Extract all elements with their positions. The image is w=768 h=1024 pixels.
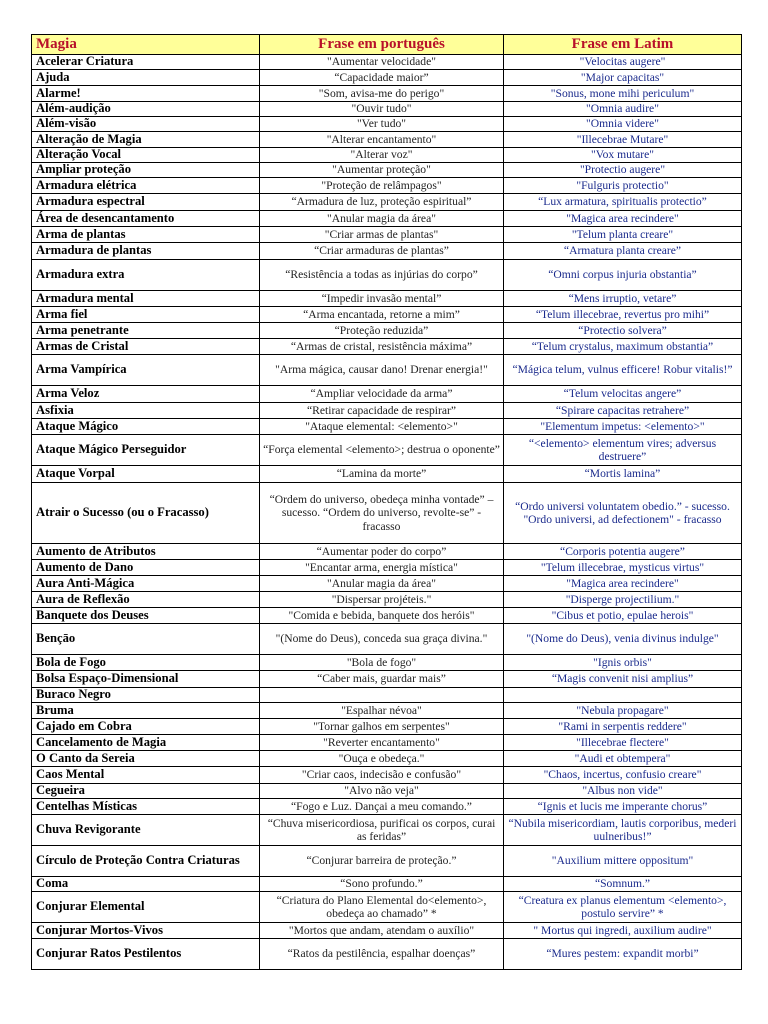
latin-phrase-cell: “Telum crystalus, maximum obstantia”	[504, 339, 742, 355]
portuguese-phrase-cell: "Som, avisa-me do perigo"	[260, 86, 504, 102]
portuguese-phrase-cell: “Conjurar barreira de proteção.”	[260, 846, 504, 877]
latin-phrase-cell: "Auxilium mittere oppositum"	[504, 846, 742, 877]
spell-name-cell: Banquete dos Deuses	[32, 608, 260, 624]
portuguese-phrase-cell: “Fogo e Luz. Dançai a meu comando.”	[260, 799, 504, 815]
table-row	[32, 163, 742, 178]
table-row	[32, 877, 742, 892]
portuguese-phrase-cell: “Ratos da pestilência, espalhar doenças”	[260, 939, 504, 970]
table-row	[32, 671, 742, 688]
latin-phrase-cell: “Nubila misericordiam, lautis corporibus, mederi uulneribus!”	[504, 815, 742, 846]
portuguese-phrase-cell: "Ouvir tudo"	[260, 102, 504, 117]
table-row	[32, 892, 742, 923]
spell-name-cell: Asfixia	[32, 403, 260, 419]
table-row	[32, 608, 742, 624]
portuguese-phrase-cell: "Alterar encantamento"	[260, 132, 504, 148]
latin-phrase-cell: “Lux armatura, spiritualis protectio”	[504, 194, 742, 211]
portuguese-phrase-cell: "Bola de fogo"	[260, 655, 504, 671]
portuguese-phrase-cell: "Ataque elemental: <elemento>"	[260, 419, 504, 435]
spell-name-cell: Armadura elétrica	[32, 178, 260, 194]
portuguese-phrase-cell: “Criatura do Plano Elemental do<elemento>, obedeça ao chamado” *	[260, 892, 504, 923]
latin-phrase-cell: "(Nome do Deus), venia divinus indulge"	[504, 624, 742, 655]
portuguese-phrase-cell: "Aumentar velocidade"	[260, 55, 504, 70]
latin-phrase-cell: “Magis convenit nisi amplius”	[504, 671, 742, 688]
table-row	[32, 655, 742, 671]
latin-phrase-cell: “Somnum.”	[504, 877, 742, 892]
latin-phrase-cell: “Mortis lamina”	[504, 466, 742, 483]
portuguese-phrase-cell: "(Nome do Deus), conceda sua graça divina."	[260, 624, 504, 655]
spell-name-cell: Buraco Negro	[32, 688, 260, 703]
table-row	[32, 719, 742, 735]
table-row	[32, 784, 742, 799]
portuguese-phrase-cell: “Capacidade maior”	[260, 70, 504, 86]
spell-name-cell: Área de desencantamento	[32, 211, 260, 227]
latin-phrase-cell: "Chaos, incertus, confusio creare"	[504, 767, 742, 784]
portuguese-phrase-cell: "Tornar galhos em serpentes"	[260, 719, 504, 735]
table-row	[32, 211, 742, 227]
spell-name-cell: Cajado em Cobra	[32, 719, 260, 735]
table-row	[32, 592, 742, 608]
table-row	[32, 339, 742, 355]
table-row	[32, 466, 742, 483]
portuguese-phrase-cell: "Mortos que andam, atendam o auxílio"	[260, 923, 504, 939]
portuguese-phrase-cell: "Anular magia da área"	[260, 211, 504, 227]
spell-name-cell: Coma	[32, 877, 260, 892]
latin-phrase-cell: "Ignis orbis"	[504, 655, 742, 671]
portuguese-phrase-cell	[260, 688, 504, 703]
portuguese-phrase-cell: "Criar armas de plantas"	[260, 227, 504, 243]
spell-name-cell: Armadura mental	[32, 291, 260, 307]
table-row	[32, 243, 742, 260]
latin-phrase-cell: “Creatura ex planus elementum <elemento>, postulo servire” *	[504, 892, 742, 923]
spell-name-cell: Cancelamento de Magia	[32, 735, 260, 751]
spell-name-cell: Arma fiel	[32, 307, 260, 323]
spell-name-cell: Arma Vampírica	[32, 355, 260, 386]
spell-name-cell: Alarme!	[32, 86, 260, 102]
latin-phrase-cell: “Ordo universi voluntatem obedio.” - sucesso. "Ordo universi, ad defectionem" - fracasso	[504, 483, 742, 544]
table-row	[32, 576, 742, 592]
latin-phrase-cell: “Corporis potentia augere”	[504, 544, 742, 560]
spell-name-cell: Ajuda	[32, 70, 260, 86]
spell-name-cell: Armadura extra	[32, 260, 260, 291]
portuguese-phrase-cell: “Resistência a todas as injúrias do corpo”	[260, 260, 504, 291]
table-row	[32, 194, 742, 211]
table-row	[32, 560, 742, 576]
spell-name-cell: Aura Anti-Mágica	[32, 576, 260, 592]
portuguese-phrase-cell: “Proteção reduzida”	[260, 323, 504, 339]
latin-phrase-cell: " Mortus qui ingredi, auxilium audire"	[504, 923, 742, 939]
portuguese-phrase-cell: “Retirar capacidade de respirar”	[260, 403, 504, 419]
portuguese-phrase-cell: "Proteção de relâmpagos"	[260, 178, 504, 194]
spell-name-cell: Arma de plantas	[32, 227, 260, 243]
portuguese-phrase-cell: "Arma mágica, causar dano! Drenar energia!"	[260, 355, 504, 386]
header-portugues: Frase em português	[260, 35, 504, 55]
table-row	[32, 117, 742, 132]
spell-name-cell: Bençāo	[32, 624, 260, 655]
table-row	[32, 307, 742, 323]
portuguese-phrase-cell: “Caber mais, guardar mais”	[260, 671, 504, 688]
portuguese-phrase-cell: "Alvo não veja"	[260, 784, 504, 799]
spell-name-cell: Centelhas Místicas	[32, 799, 260, 815]
table-row	[32, 227, 742, 243]
latin-phrase-cell: “Omni corpus injuria obstantia”	[504, 260, 742, 291]
spell-name-cell: Aura de Reflexão	[32, 592, 260, 608]
latin-phrase-cell: "Telum illecebrae, mysticus virtus"	[504, 560, 742, 576]
spell-name-cell: Alteração Vocal	[32, 148, 260, 163]
table-row	[32, 55, 742, 70]
portuguese-phrase-cell: "Ver tudo"	[260, 117, 504, 132]
spell-name-cell: Chuva Revigorante	[32, 815, 260, 846]
portuguese-phrase-cell: “Armadura de luz, proteção espiritual”	[260, 194, 504, 211]
portuguese-phrase-cell: “Aumentar poder do corpo”	[260, 544, 504, 560]
table-row	[32, 624, 742, 655]
table-row	[32, 688, 742, 703]
table-row	[32, 815, 742, 846]
portuguese-phrase-cell: "Dispersar projéteis."	[260, 592, 504, 608]
spell-name-cell: Caos Mental	[32, 767, 260, 784]
table-row	[32, 260, 742, 291]
header-latim: Frase em Latim	[504, 35, 742, 55]
spell-name-cell: Atrair o Sucesso (ou o Fracasso)	[32, 483, 260, 544]
table-row	[32, 923, 742, 939]
latin-phrase-cell: “Ignis et lucis me imperante chorus”	[504, 799, 742, 815]
table-row	[32, 419, 742, 435]
table-row	[32, 132, 742, 148]
table-row	[32, 102, 742, 117]
spell-name-cell: Além-audição	[32, 102, 260, 117]
table-body	[32, 55, 742, 970]
latin-phrase-cell: “Protectio solvera”	[504, 323, 742, 339]
spell-name-cell: O Canto da Sereia	[32, 751, 260, 767]
table-row	[32, 291, 742, 307]
latin-phrase-cell: "Cibus et potio, epulae herois"	[504, 608, 742, 624]
spell-table	[31, 34, 742, 970]
spell-name-cell: Arma Veloz	[32, 386, 260, 403]
latin-phrase-cell	[504, 688, 742, 703]
latin-phrase-cell: "Rami in serpentis reddere"	[504, 719, 742, 735]
latin-phrase-cell: "Telum planta creare"	[504, 227, 742, 243]
latin-phrase-cell: “<elemento> elementum vires; adversus destruere”	[504, 435, 742, 466]
portuguese-phrase-cell: “Impedir invasão mental”	[260, 291, 504, 307]
portuguese-phrase-cell: “Lamina da morte”	[260, 466, 504, 483]
portuguese-phrase-cell: "Alterar voz"	[260, 148, 504, 163]
spell-name-cell: Alteração de Magia	[32, 132, 260, 148]
portuguese-phrase-cell: "Encantar arma, energia mística"	[260, 560, 504, 576]
latin-phrase-cell: "Sonus, mone mihi periculum"	[504, 86, 742, 102]
portuguese-phrase-cell: “Sono profundo.”	[260, 877, 504, 892]
portuguese-phrase-cell: “Armas de cristal, resistência máxima”	[260, 339, 504, 355]
spell-name-cell: Aumento de Dano	[32, 560, 260, 576]
latin-phrase-cell: "Illecebrae flectere"	[504, 735, 742, 751]
portuguese-phrase-cell: "Aumentar proteção"	[260, 163, 504, 178]
latin-phrase-cell: "Elementum impetus: <elemento>"	[504, 419, 742, 435]
spell-name-cell: Conjurar Mortos-Vivos	[32, 923, 260, 939]
table-row	[32, 703, 742, 719]
spell-name-cell: Ampliar proteção	[32, 163, 260, 178]
latin-phrase-cell: "Major capacitas"	[504, 70, 742, 86]
table-row	[32, 735, 742, 751]
latin-phrase-cell: "Magica area recindere"	[504, 576, 742, 592]
table-row	[32, 939, 742, 970]
spell-name-cell: Arma penetrante	[32, 323, 260, 339]
table-row	[32, 767, 742, 784]
portuguese-phrase-cell: “Ordem do universo, obedeça minha vontade” – sucesso. “Ordem do universo, revolte-se” - fracasso	[260, 483, 504, 544]
table-row	[32, 799, 742, 815]
latin-phrase-cell: "Nebula propagare"	[504, 703, 742, 719]
table-row	[32, 178, 742, 194]
latin-phrase-cell: “Telum illecebrae, revertus pro mihi”	[504, 307, 742, 323]
latin-phrase-cell: "Vox mutare"	[504, 148, 742, 163]
table-row	[32, 751, 742, 767]
portuguese-phrase-cell: "Reverter encantamento"	[260, 735, 504, 751]
spell-name-cell: Ataque Vorpal	[32, 466, 260, 483]
table-row	[32, 403, 742, 419]
latin-phrase-cell: "Illecebrae Mutare"	[504, 132, 742, 148]
table-row	[32, 86, 742, 102]
portuguese-phrase-cell: “Ampliar velocidade da arma”	[260, 386, 504, 403]
table-row	[32, 355, 742, 386]
portuguese-phrase-cell: "Espalhar névoa"	[260, 703, 504, 719]
spell-name-cell: Ataque Mágico	[32, 419, 260, 435]
latin-phrase-cell: “Telum velocitas angere”	[504, 386, 742, 403]
latin-phrase-cell: “Spirare capacitas retrahere”	[504, 403, 742, 419]
table-row	[32, 323, 742, 339]
table-row	[32, 435, 742, 466]
latin-phrase-cell: "Albus non vide"	[504, 784, 742, 799]
spell-name-cell: Acelerar Criatura	[32, 55, 260, 70]
latin-phrase-cell: “Mures pestem: expandit morbi”	[504, 939, 742, 970]
spell-name-cell: Círculo de Proteção Contra Criaturas	[32, 846, 260, 877]
spell-name-cell: Além-visão	[32, 117, 260, 132]
header-magia: Magia	[32, 35, 260, 55]
latin-phrase-cell: "Disperge projectilium."	[504, 592, 742, 608]
latin-phrase-cell: "Audi et obtempera"	[504, 751, 742, 767]
spell-name-cell: Conjurar Ratos Pestilentos	[32, 939, 260, 970]
spell-name-cell: Armadura de plantas	[32, 243, 260, 260]
latin-phrase-cell: "Fulguris protectio"	[504, 178, 742, 194]
header-row	[32, 35, 742, 55]
latin-phrase-cell: "Velocitas augere"	[504, 55, 742, 70]
table-row	[32, 148, 742, 163]
spell-name-cell: Bolsa Espaço-Dimensional	[32, 671, 260, 688]
latin-phrase-cell: "Protectio augere"	[504, 163, 742, 178]
spell-name-cell: Conjurar Elemental	[32, 892, 260, 923]
latin-phrase-cell: "Omnia audire"	[504, 102, 742, 117]
table-row	[32, 544, 742, 560]
latin-phrase-cell: "Omnia videre"	[504, 117, 742, 132]
spell-name-cell: Armas de Cristal	[32, 339, 260, 355]
portuguese-phrase-cell: "Anular magia da área"	[260, 576, 504, 592]
spell-name-cell: Armadura espectral	[32, 194, 260, 211]
spell-name-cell: Aumento de Atributos	[32, 544, 260, 560]
latin-phrase-cell: “Mágica telum, vulnus efficere! Robur vitalis!”	[504, 355, 742, 386]
spell-name-cell: Bola de Fogo	[32, 655, 260, 671]
spell-name-cell: Bruma	[32, 703, 260, 719]
portuguese-phrase-cell: "Comida e bebida, banquete dos heróis"	[260, 608, 504, 624]
portuguese-phrase-cell: “Arma encantada, retorne a mim”	[260, 307, 504, 323]
spell-name-cell: Cegueira	[32, 784, 260, 799]
table-row	[32, 386, 742, 403]
table-row	[32, 846, 742, 877]
table-row	[32, 70, 742, 86]
portuguese-phrase-cell: “Força elemental <elemento>; destrua o oponente”	[260, 435, 504, 466]
latin-phrase-cell: “Mens irruptio, vetare”	[504, 291, 742, 307]
latin-phrase-cell: "Magica area recindere"	[504, 211, 742, 227]
portuguese-phrase-cell: “Criar armaduras de plantas”	[260, 243, 504, 260]
table-row	[32, 483, 742, 544]
latin-phrase-cell: “Armatura planta creare”	[504, 243, 742, 260]
portuguese-phrase-cell: "Criar caos, indecisão e confusão"	[260, 767, 504, 784]
spell-name-cell: Ataque Mágico Perseguidor	[32, 435, 260, 466]
portuguese-phrase-cell: "Ouça e obedeça."	[260, 751, 504, 767]
portuguese-phrase-cell: “Chuva misericordiosa, purificai os corpos, curai as feridas”	[260, 815, 504, 846]
